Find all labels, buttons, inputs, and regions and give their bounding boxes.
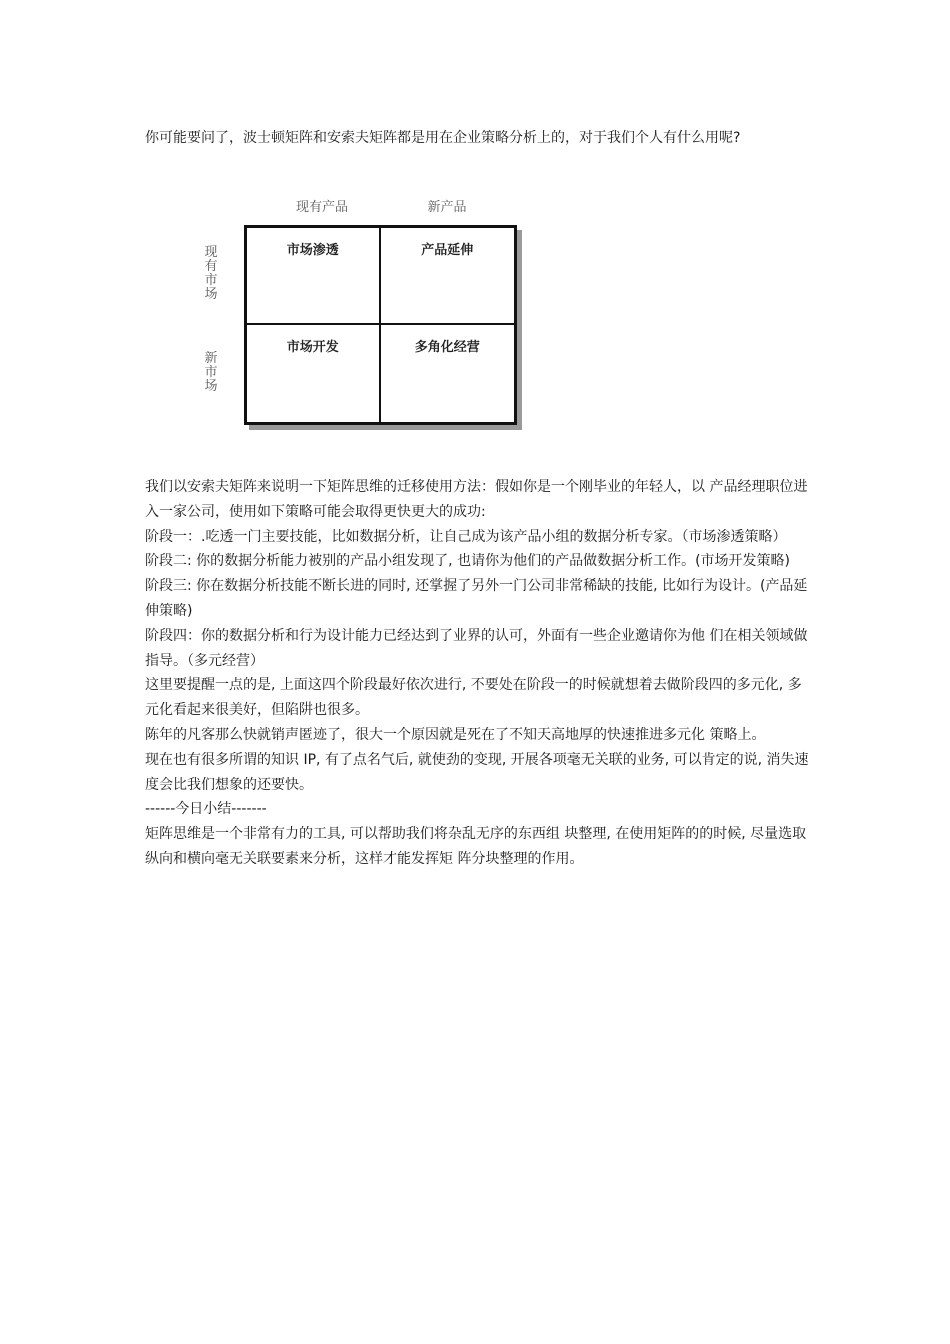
paragraph-stage-1: 阶段一：.吃透一门主要技能，比如数据分析，让自己成为该产品小组的数据分析专家。（市场渗透策略） <box>145 528 787 545</box>
cell-diversification: 多角化经营 <box>414 340 480 355</box>
summary-heading: ------今日小结------- <box>145 801 267 818</box>
paragraph-stage-4: 阶段四：你的数据分析和行为设计能力已经达到了业界的认可，外面有一些企业邀请你为他 们在相关领域做指导。（多元经营） <box>145 627 808 669</box>
paragraph-vancl: 陈年的凡客那么快就销声匿迹了，很大一个原因就是死在了不知天高地厚的快速推进多元化 策略上。 <box>145 726 766 743</box>
matrix-grid <box>244 225 517 425</box>
column-label-new-products: 新产品 <box>427 200 467 215</box>
cell-market-penetration: 市场渗透 <box>247 228 381 325</box>
cell-product-extension: 产品延伸 <box>381 228 515 325</box>
paragraph-method: 我们以安索夫矩阵来说明一下矩阵思维的迁移使用方法：假如你是一个刚毕业的年轻人，以 产品经理职位进入一家公司，使用如下策略可能会取得更快更大的成功: <box>145 479 808 520</box>
row-label-new-markets: 新市场 <box>204 351 218 394</box>
paragraph-stage-3: 阶段三: 你在数据分析技能不断长进的同时, 还掌握了另外一门公司非常稀缺的技能, 比如行为设计。(产品延伸策略) <box>145 578 808 619</box>
cell-market-development: 市场开发 <box>247 325 381 422</box>
paragraph-summary: 矩阵思维是一个非常有力的工具, 可以帮助我们将杂乱无序的东西组 块整理, 在使用矩阵的的时候, 尽量选取纵向和横向毫无关联要素来分析，这样才能发挥矩 阵分块整理的作用。 <box>145 826 807 867</box>
paragraph-stage-2: 阶段二: 你的数据分析能力被别的产品小组发现了, 也请你为他们的产品做数据分析工作。(市场开发策略) <box>145 553 790 570</box>
ansoff-matrix-figure <box>195 190 535 435</box>
paragraph-knowledge-ip: 现在也有很多所谓的知识 IP, 有了点名气后, 就使劲的变现, 开展各项毫无关联的业务, 可以肯定的说, 消失速度会比我们想象的还要快。 <box>145 751 809 793</box>
intro-paragraph: 你可能要问了，波士顿矩阵和安索夫矩阵都是用在企业策略分析上的，对于我们个人有什么用呢? <box>145 130 741 146</box>
column-label-existing-products: 现有产品 <box>295 200 348 215</box>
row-label-existing-markets: 现有市场 <box>204 245 218 302</box>
paragraph-reminder: 这里要提醒一点的是, 上面这四个阶段最好依次进行, 不要处在阶段一的时候就想着去做阶段四的多元化, 多元化看起来很美好，但陷阱也很多。 <box>145 677 802 719</box>
body-text <box>145 475 810 872</box>
